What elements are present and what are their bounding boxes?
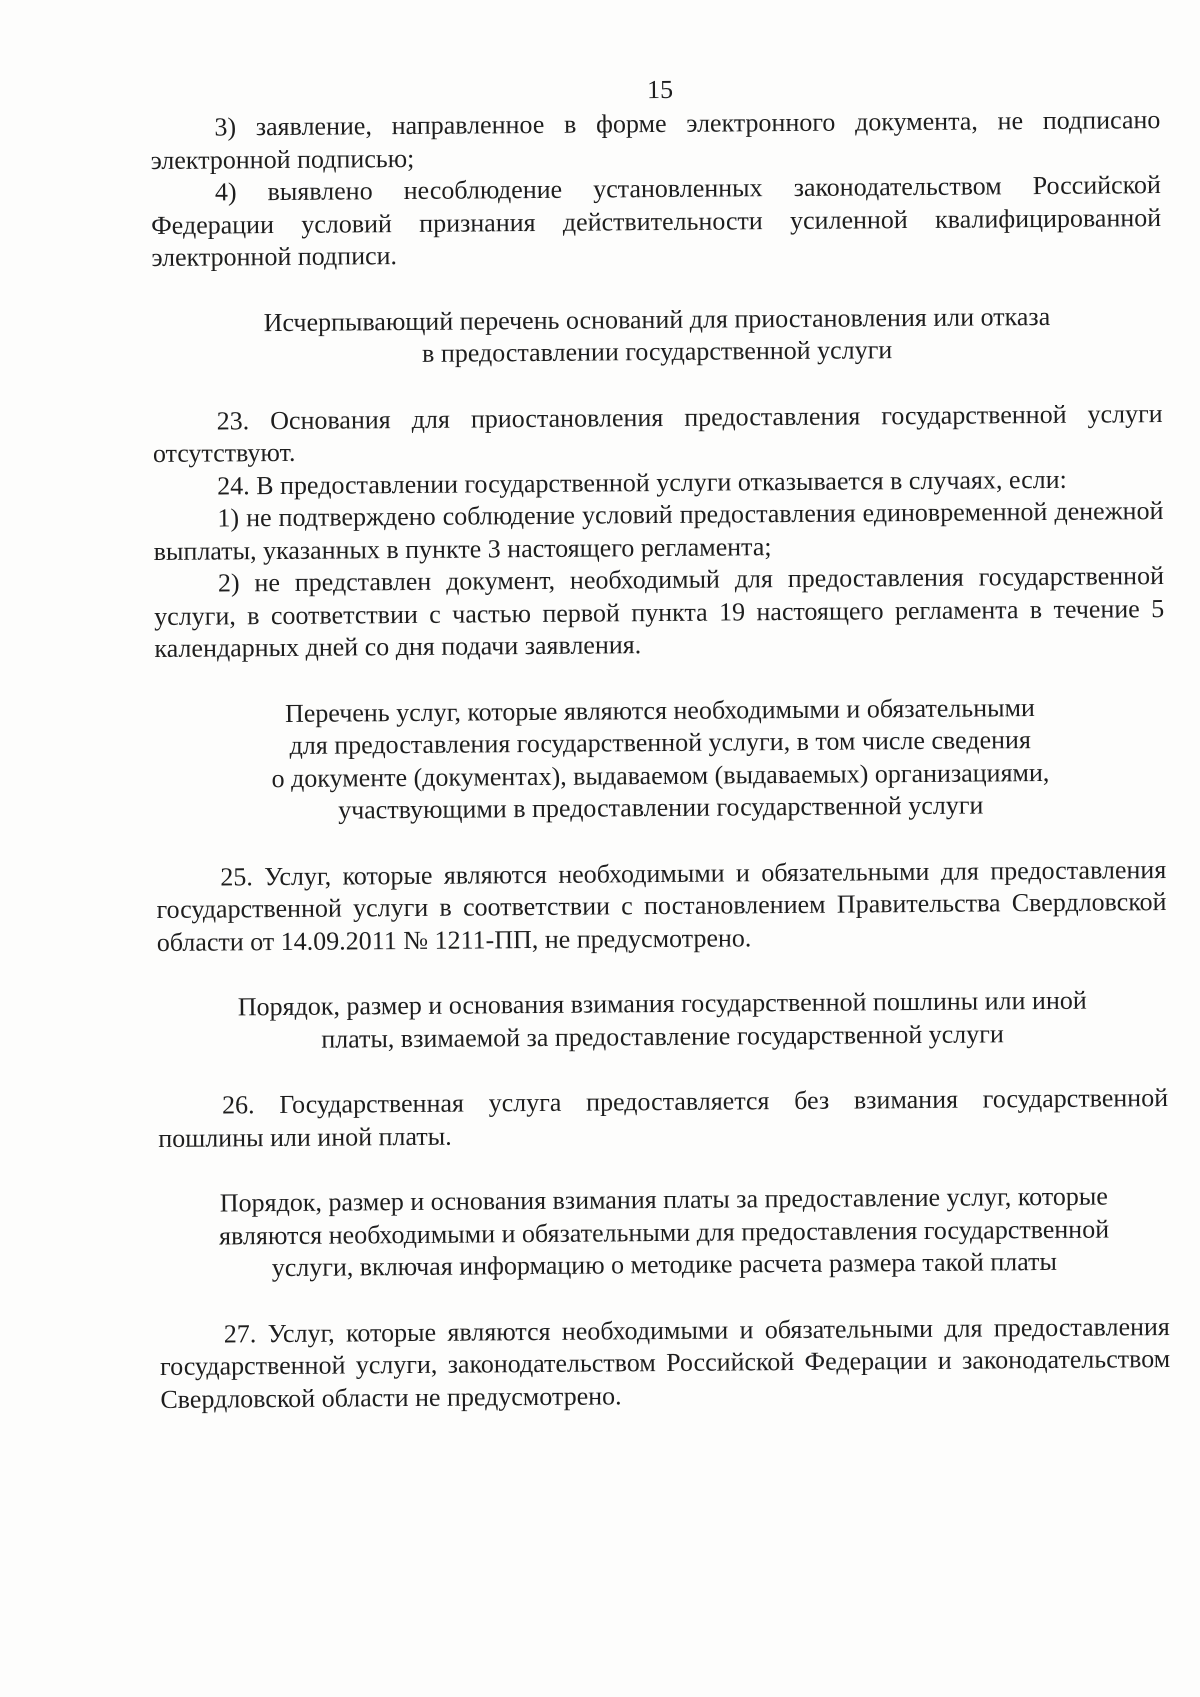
page-body — [150, 70, 1170, 1416]
section-service-fee-body — [160, 1311, 1171, 1416]
heading-line: Порядок, размер и основания взимания платы за предоставление услуг, которые — [219, 1181, 1108, 1218]
heading-line: услуги, включая информацию о методике расчета размера такой платы — [271, 1246, 1058, 1283]
heading-line: участвующими в предоставлении государственной услуги — [338, 790, 984, 825]
heading-line: для предоставления государственной услуги, в том числе сведения — [289, 725, 1031, 760]
heading-line: Порядок, размер и основания взимания государственной пошлины или иной — [237, 985, 1087, 1022]
paragraph-24-item-2: 2) не представлен документ, необходимый для предоставления государственной услуги, в соответствии с частью первой пункта 19 настоящего регламента в течение 5 календарных дней со дня подачи заявления. — [154, 561, 1165, 663]
paragraph-24: 24. В предоставлении государственной услуги отказывается в случаях, если: — [217, 464, 1067, 500]
section-heading-required-services — [155, 691, 1166, 829]
paragraph-26: 26. Государственная услуга предоставляется без взимания государственной пошлины или иной платы. — [158, 1083, 1169, 1153]
page-number: 15 — [646, 74, 674, 105]
section-grounds-body — [153, 398, 1165, 666]
section-required-services-body — [156, 854, 1167, 959]
paragraph-item-3: 3) заявление, направленное в форме электронного документа, не подписано электронной подписью; — [150, 105, 1161, 175]
heading-line: платы, взимаемой за предоставление государственной услуги — [321, 1018, 1004, 1054]
paragraph-24-item-1: 1) не подтверждено соблюдение условий предоставления единовременной денежной выплаты, указанных в пункте 3 настоящего регламента; — [153, 496, 1164, 566]
section-heading-state-fee — [157, 984, 1167, 1057]
heading-line: являются необходимыми и обязательными для предоставления государственной — [218, 1214, 1110, 1250]
heading-line: в предоставлении государственной услуги — [421, 335, 893, 368]
heading-line: Перечень услуг, которые являются необходимыми и обязательными — [284, 692, 1036, 728]
heading-line: Исчерпывающий перечень оснований для приостановления или отказа — [263, 301, 1051, 337]
paragraph-27: 27. Услуг, которые являются необходимыми и обязательными для предоставления государственной услуги, законодательством Российской Федерации и законодательством Свердловской области не предусмотрено. — [160, 1311, 1171, 1414]
section-heading-service-fee — [159, 1180, 1170, 1285]
heading-line: о документе (документах), выдаваемом (выдаваемых) организациями, — [271, 757, 1050, 793]
paragraph-item-4: 4) выявлено несоблюдение установленных законодательством Российской Федерации условий признания действительности усиленной квалифицированной электронной подписи. — [151, 170, 1162, 272]
section-state-fee-body — [158, 1082, 1168, 1155]
paragraph-25: 25. Услуг, которые являются необходимыми и обязательными для предоставления государственной услуги в соответствии с постановлением Правительства Свердловской области от 14.09.2011 № 1211-ПП, не предусмотрено. — [156, 854, 1167, 957]
paragraph-23: 23. Основания для приостановления предоставления государственной услуги отсутствуют. — [152, 398, 1163, 468]
section-heading-grounds — [152, 300, 1162, 373]
